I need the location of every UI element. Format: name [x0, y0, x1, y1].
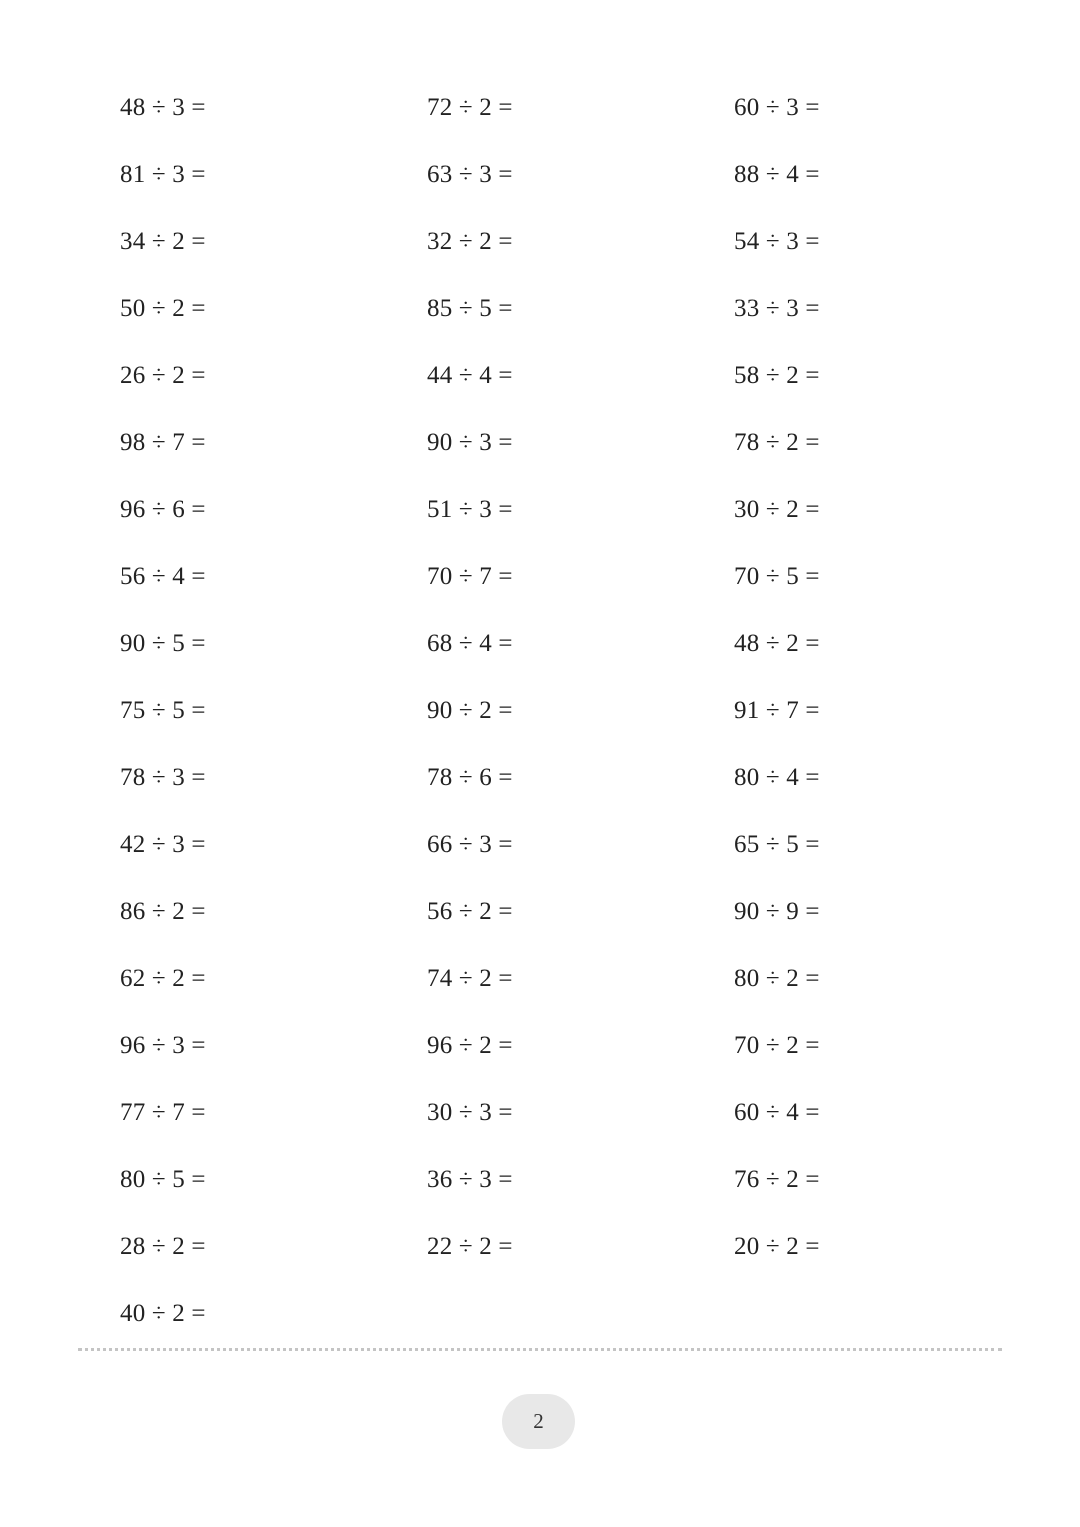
division-problem: 80 ÷ 4 = — [734, 764, 820, 791]
division-problem: 28 ÷ 2 = — [120, 1233, 206, 1260]
dotted-divider — [78, 1348, 1002, 1351]
division-problem: 78 ÷ 3 = — [120, 764, 206, 791]
division-problem: 65 ÷ 5 = — [734, 831, 820, 858]
division-problem: 68 ÷ 4 = — [427, 630, 513, 657]
page-number-badge: 2 — [502, 1394, 575, 1449]
division-problem: 54 ÷ 3 = — [734, 228, 820, 255]
division-problem: 50 ÷ 2 = — [120, 295, 206, 322]
division-problem: 48 ÷ 3 = — [120, 94, 206, 121]
division-problem: 72 ÷ 2 = — [427, 94, 513, 121]
division-problem: 78 ÷ 2 = — [734, 429, 820, 456]
division-problem: 77 ÷ 7 = — [120, 1099, 206, 1126]
division-problem: 85 ÷ 5 = — [427, 295, 513, 322]
division-problem: 80 ÷ 5 = — [120, 1166, 206, 1193]
division-problem: 86 ÷ 2 = — [120, 898, 206, 925]
division-problem: 33 ÷ 3 = — [734, 295, 820, 322]
division-problem: 96 ÷ 6 = — [120, 496, 206, 523]
division-problem: 78 ÷ 6 = — [427, 764, 513, 791]
division-problem: 75 ÷ 5 = — [120, 697, 206, 724]
division-problem: 70 ÷ 7 = — [427, 563, 513, 590]
division-problem: 51 ÷ 3 = — [427, 496, 513, 523]
division-problem: 66 ÷ 3 = — [427, 831, 513, 858]
division-problem: 40 ÷ 2 = — [120, 1300, 206, 1327]
division-problem: 30 ÷ 2 = — [734, 496, 820, 523]
division-problem: 34 ÷ 2 = — [120, 228, 206, 255]
division-problem: 42 ÷ 3 = — [120, 831, 206, 858]
division-problem: 56 ÷ 4 = — [120, 563, 206, 590]
division-problem: 56 ÷ 2 = — [427, 898, 513, 925]
division-problem: 80 ÷ 2 = — [734, 965, 820, 992]
division-problem: 30 ÷ 3 = — [427, 1099, 513, 1126]
division-problem: 70 ÷ 5 = — [734, 563, 820, 590]
division-problem: 20 ÷ 2 = — [734, 1233, 820, 1260]
division-problem: 98 ÷ 7 = — [120, 429, 206, 456]
division-problem: 90 ÷ 5 = — [120, 630, 206, 657]
division-problem: 60 ÷ 4 = — [734, 1099, 820, 1126]
division-problem: 88 ÷ 4 = — [734, 161, 820, 188]
division-problem: 22 ÷ 2 = — [427, 1233, 513, 1260]
division-problem: 48 ÷ 2 = — [734, 630, 820, 657]
division-problem: 76 ÷ 2 = — [734, 1166, 820, 1193]
division-problem: 58 ÷ 2 = — [734, 362, 820, 389]
division-problem: 36 ÷ 3 = — [427, 1166, 513, 1193]
division-problem: 70 ÷ 2 = — [734, 1032, 820, 1059]
division-problem: 74 ÷ 2 = — [427, 965, 513, 992]
division-problem: 60 ÷ 3 = — [734, 94, 820, 121]
division-problem: 26 ÷ 2 = — [120, 362, 206, 389]
division-problem: 81 ÷ 3 = — [120, 161, 206, 188]
division-problem: 62 ÷ 2 = — [120, 965, 206, 992]
division-problem: 90 ÷ 9 = — [734, 898, 820, 925]
division-problem: 91 ÷ 7 = — [734, 697, 820, 724]
problem-grid — [120, 88, 980, 1361]
division-problem: 44 ÷ 4 = — [427, 362, 513, 389]
division-problem: 90 ÷ 3 = — [427, 429, 513, 456]
division-problem: 96 ÷ 3 = — [120, 1032, 206, 1059]
division-problem: 96 ÷ 2 = — [427, 1032, 513, 1059]
division-problem: 90 ÷ 2 = — [427, 697, 513, 724]
division-problem: 63 ÷ 3 = — [427, 161, 513, 188]
division-problem: 32 ÷ 2 = — [427, 228, 513, 255]
